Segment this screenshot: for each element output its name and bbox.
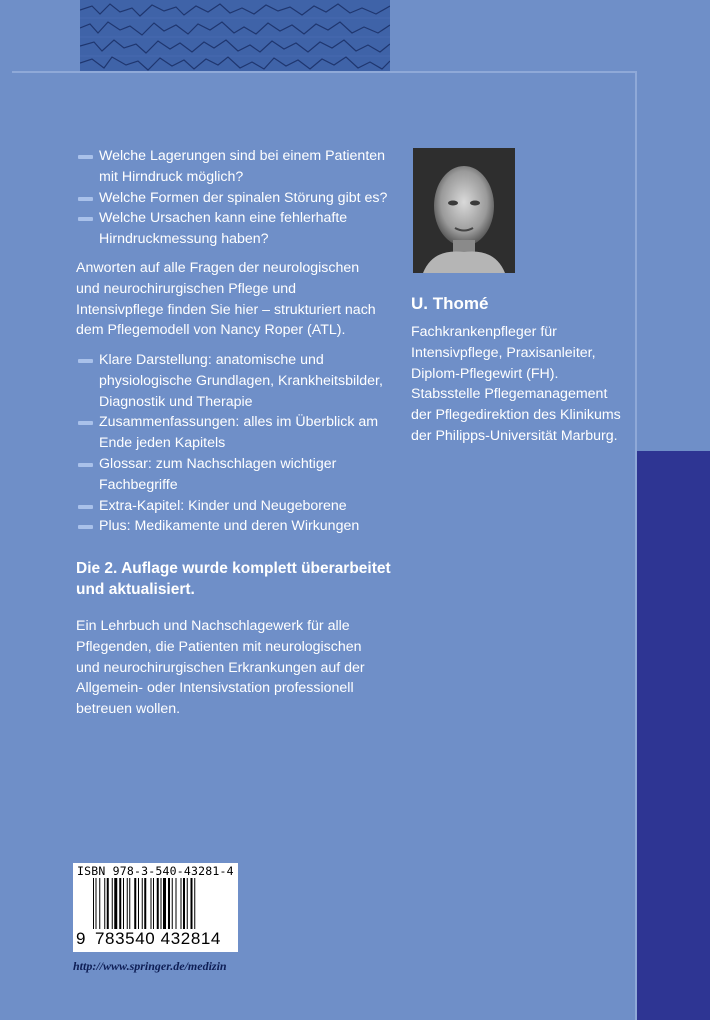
- feature-list: [76, 350, 396, 537]
- question-item: Welche Formen der spinalen Störung gibt es?: [76, 188, 396, 209]
- dash-bullet-icon: [78, 505, 93, 509]
- publisher-url[interactable]: http://www.springer.de/medizin: [73, 959, 227, 973]
- ean-first-digit: 9: [76, 929, 86, 948]
- isbn-barcode: [73, 863, 238, 952]
- frame-line-top: [12, 71, 637, 73]
- dash-bullet-icon: [78, 421, 93, 425]
- feature-item: Extra-Kapitel: Kinder und Neugeborene: [76, 496, 396, 517]
- feature-item: Glossar: zum Nachschlagen wichtiger Fachbegriffe: [76, 454, 396, 496]
- outro-paragraph: Ein Lehrbuch und Nachschlagewerk für alle Pflegenden, die Patienten mit neurologischen und neurochirurgischen Erkrankungen auf der Allgemein- oder Intensivstation professionell betreuen wollen.: [76, 618, 365, 718]
- feature-item: Zusammenfassungen: alles im Überblick am Ende jeden Kapitels: [76, 412, 396, 454]
- question-item: Welche Ursachen kann eine fehlerhafte Hirndruckmessung haben?: [76, 208, 396, 250]
- question-list: [76, 146, 396, 250]
- feature-item: Plus: Medikamente und deren Wirkungen: [76, 516, 396, 537]
- dash-bullet-icon: [78, 359, 93, 363]
- author-photo: [413, 148, 515, 273]
- dash-bullet-icon: [78, 525, 93, 529]
- dash-bullet-icon: [78, 463, 93, 467]
- side-color-band: [637, 451, 710, 1020]
- edition-headline: Die 2. Auflage wurde komplett überarbeitet und aktualisiert.: [76, 560, 391, 598]
- isbn-label: ISBN 978-3-540-43281-4: [77, 864, 234, 878]
- dash-bullet-icon: [78, 155, 93, 159]
- intro-paragraph: Anworten auf alle Fragen der neurologischen und neurochirurgischen Pflege und Intensivpflege finden Sie hier – strukturiert nach dem Pflegemodell von Nancy Roper (ATL).: [76, 260, 376, 339]
- dash-bullet-icon: [78, 217, 93, 221]
- question-item: Welche Lagerungen sind bei einem Patienten mit Hirndruck möglich?: [76, 146, 396, 188]
- ean-digits: 783540 432814: [95, 929, 221, 948]
- feature-item: Klare Darstellung: anatomische und physiologische Grundlagen, Krankheitsbilder, Diagnostik und Therapie: [76, 350, 396, 412]
- eeg-trace-image: [80, 0, 390, 71]
- author-name: U. Thomé: [411, 294, 489, 313]
- author-bio: Fachkrankenpfleger für Intensivpflege, Praxisanleiter, Diplom-Pflegewirt (FH). Stabsstelle Pflegemanagement der Pflegedirektion des Klinikums der Philipps-Universität Marburg.: [411, 324, 621, 444]
- dash-bullet-icon: [78, 197, 93, 201]
